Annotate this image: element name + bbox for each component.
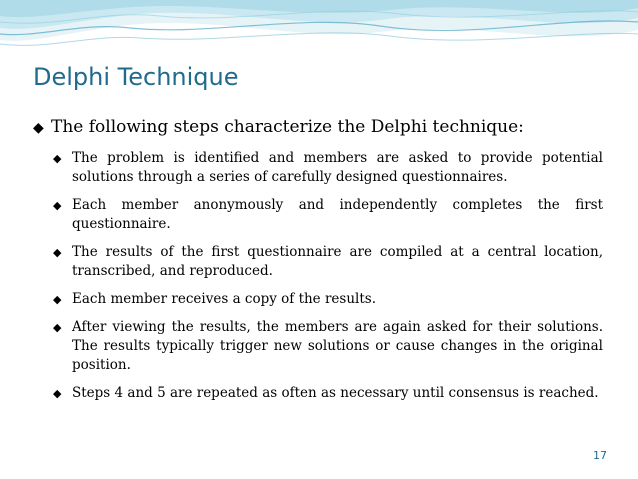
list-item	[53, 243, 603, 281]
list-item	[53, 290, 603, 309]
bullet-icon: ◆	[53, 321, 62, 334]
list-item-text: Each member anonymously and independently completes the first questionnaire.	[72, 197, 603, 232]
list-item	[53, 318, 603, 375]
list-item-text: Steps 4 and 5 are repeated as often as necessary until consensus is reached.	[72, 385, 599, 401]
list-item	[53, 384, 603, 403]
bullet-icon: ◆	[53, 246, 62, 259]
wave-decoration	[0, 0, 638, 64]
bullet-icon: ◆	[53, 199, 62, 212]
list-item	[53, 149, 603, 187]
bullet-icon: ◆	[53, 387, 62, 400]
bullet-icon: ◆	[33, 120, 44, 136]
list-item-text: The results of the first questionnaire are compiled at a central location, transcribed, and reproduced.	[72, 244, 603, 279]
intro-line	[33, 116, 613, 139]
list-item	[53, 196, 603, 234]
step-list	[53, 149, 603, 412]
bullet-icon: ◆	[53, 152, 62, 165]
intro-text: The following steps characterize the Delphi technique:	[51, 117, 524, 137]
list-item-text: The problem is identified and members are asked to provide potential solutions through a series of carefully designed questionnaires.	[72, 150, 603, 185]
list-item-text: After viewing the results, the members are again asked for their solutions. The results typically trigger new solutions or cause changes in the original position.	[72, 319, 603, 373]
list-item-text: Each member receives a copy of the results.	[72, 291, 376, 307]
slide-title: Delphi Technique	[33, 63, 239, 91]
page-number: 17	[593, 449, 607, 462]
bullet-icon: ◆	[53, 293, 62, 306]
